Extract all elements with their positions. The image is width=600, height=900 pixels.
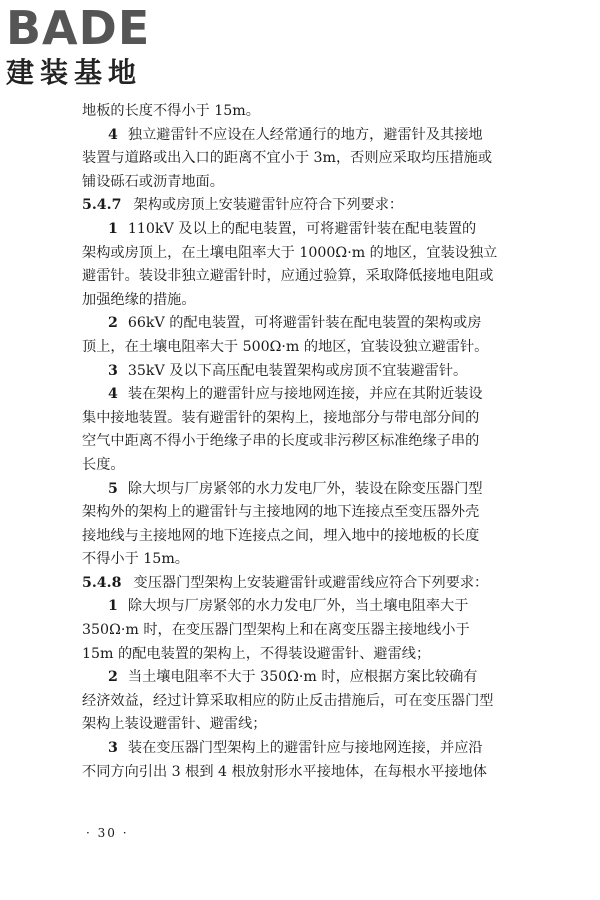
text-line bbox=[82, 501, 522, 525]
line-text: 铺设砾石或沥青地面。 bbox=[82, 173, 224, 190]
line-text: 110kV 及以上的配电装置，可将避雷针装在配电装置的 bbox=[127, 220, 477, 237]
text-line bbox=[82, 666, 522, 690]
text-line bbox=[82, 454, 522, 478]
line-text: 66kV 的配电装置，可将避雷针装在配电装置的架构或房 bbox=[127, 315, 482, 332]
text-line bbox=[82, 360, 522, 384]
line-text: 装在变压器门型架构上的避雷针应与接地网连接，并应沿 bbox=[127, 740, 483, 757]
text-line bbox=[82, 100, 522, 124]
line-text: 接地线与主接地网的地下连接点之间，埋入地中的接地板的长度 bbox=[82, 527, 480, 544]
text-line bbox=[82, 761, 522, 785]
text-line bbox=[82, 407, 522, 431]
text-line bbox=[82, 525, 522, 549]
line-text: 不同方向引出 3 根到 4 根放射形水平接地体，在每根水平接地体 bbox=[82, 763, 487, 780]
text-line bbox=[82, 737, 522, 761]
text-line bbox=[82, 619, 522, 643]
line-text: 架构或房顶上安装避雷针应符合下列要求： bbox=[133, 197, 404, 214]
item-number: 2 bbox=[108, 669, 118, 686]
line-text: 长度。 bbox=[82, 456, 125, 473]
logo-subtitle: 建装基地 bbox=[6, 56, 143, 89]
text-line bbox=[82, 171, 522, 195]
text-line bbox=[82, 713, 522, 737]
text-line bbox=[82, 289, 522, 313]
item-number: 4 bbox=[108, 126, 118, 143]
section-number: 5.4.8 bbox=[82, 574, 122, 591]
text-line bbox=[82, 194, 522, 218]
text-line bbox=[82, 218, 522, 242]
text-line bbox=[82, 124, 522, 148]
line-text: 除大坝与厂房紧邻的水力发电厂外，装设在除变压器门型 bbox=[127, 480, 483, 497]
item-number: 2 bbox=[108, 315, 118, 332]
line-text: 35kV 及以下高压配电装置架构或房顶不宜装避雷针。 bbox=[127, 362, 468, 379]
text-line bbox=[82, 643, 522, 667]
line-text: 15m 的配电装置的架构上，不得装设避雷针、避雷线； bbox=[82, 645, 431, 662]
line-text: 加强绝缘的措施。 bbox=[82, 291, 196, 308]
page-number: · 30 · bbox=[86, 826, 129, 840]
line-text: 避雷针。装设非独立避雷针时，应通过验算，采取降低接地电阻或 bbox=[82, 268, 494, 285]
bade-logo bbox=[6, 1, 176, 96]
text-line bbox=[82, 572, 522, 596]
line-text: 架构外的架构上的避雷针与主接地网的地下连接点至变压器外壳 bbox=[82, 504, 480, 521]
line-text: 不得小于 15m。 bbox=[82, 551, 189, 568]
logo-wordmark: BADE bbox=[6, 1, 151, 55]
item-number: 3 bbox=[108, 740, 118, 757]
line-text: 集中接地装置。装有避雷针的架构上，接地部分与带电部分间的 bbox=[82, 409, 480, 426]
item-number: 3 bbox=[108, 362, 118, 379]
text-line bbox=[82, 336, 522, 360]
text-line bbox=[82, 478, 522, 502]
document-body bbox=[82, 100, 522, 784]
line-text: 装在架构上的避雷针应与接地网连接，并应在其附近装设 bbox=[127, 386, 483, 403]
text-line bbox=[82, 430, 522, 454]
line-text: 当土壤电阻率不大于 350Ω·m 时，应根据方案比较确有 bbox=[127, 669, 478, 686]
item-number: 4 bbox=[108, 386, 118, 403]
text-line bbox=[82, 595, 522, 619]
item-number: 5 bbox=[108, 480, 118, 497]
line-text: 变压器门型架构上安装避雷针或避雷线应符合下列要求： bbox=[133, 574, 489, 591]
line-text: 除大坝与厂房紧邻的水力发电厂外，当土壤电阻率大于 bbox=[127, 598, 469, 615]
line-text: 顶上，在土壤电阻率大于 500Ω·m 的地区，宜装设独立避雷针。 bbox=[82, 338, 489, 355]
line-text: 地板的长度不得小于 15m。 bbox=[82, 103, 260, 119]
text-line bbox=[82, 265, 522, 289]
line-text: 独立避雷针不应设在人经常通行的地方，避雷针及其接地 bbox=[127, 126, 483, 143]
text-line bbox=[82, 147, 522, 171]
text-line bbox=[82, 312, 522, 336]
text-line bbox=[82, 242, 522, 266]
line-text: 空气中距离不得小于绝缘子串的长度或非污秽区标准绝缘子串的 bbox=[82, 433, 480, 450]
item-number: 1 bbox=[108, 220, 118, 237]
item-number: 1 bbox=[108, 598, 118, 615]
section-number: 5.4.7 bbox=[82, 197, 122, 214]
line-text: 装置与道路或出入口的距离不宜小于 3m，否则应采取均压措施或 bbox=[82, 150, 493, 167]
text-line bbox=[82, 690, 522, 714]
line-text: 经济效益，经过计算采取相应的防止反击措施后，可在变压器门型 bbox=[82, 692, 494, 709]
line-text: 350Ω·m 时，在变压器门型架构上和在离变压器主接地线小于 bbox=[82, 622, 470, 639]
line-text: 架构上装设避雷针、避雷线； bbox=[82, 716, 267, 733]
text-line bbox=[82, 383, 522, 407]
text-line bbox=[82, 548, 522, 572]
line-text: 架构或房顶上，在土壤电阻率大于 1000Ω·m 的地区，宜装设独立 bbox=[82, 244, 498, 261]
